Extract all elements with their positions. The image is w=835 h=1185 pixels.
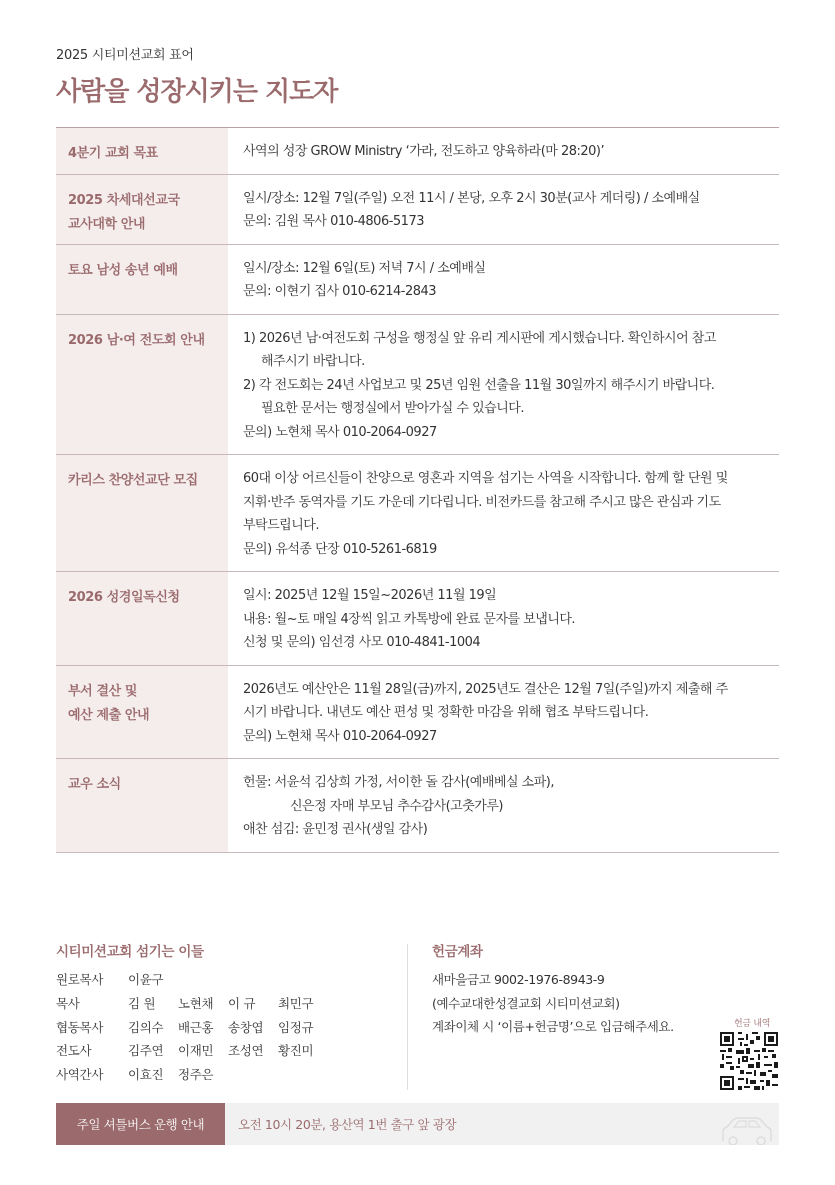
- row-body: 2026년도 예산안은 11월 28일(금)까지, 2025년도 결산은 12월 7일(주일)까지 제출해 주 시기 바랍니다. 내년도 예산 편성 및 정확한 마감을 위해 협조 부탁드립니다. 문의) 노현채 목사 010-2064-0927: [243, 681, 728, 744]
- row-label: 2026 남·여 전도회 안내: [56, 315, 228, 455]
- table-row: [56, 245, 779, 315]
- qr-label: 헌금 내역: [734, 1019, 771, 1029]
- table-row: [56, 455, 779, 572]
- row-label: 토요 남성 송년 예배: [56, 245, 228, 314]
- staff-row: 원로목사 이윤구: [56, 972, 164, 987]
- row-label: 카리스 찬양선교단 모집: [56, 455, 228, 571]
- car-outline-icon: [719, 1111, 773, 1145]
- row-label: 2026 성경일독신청: [56, 572, 228, 665]
- row-body: 헌물: 서윤석 김상희 가정, 서이한 돌 감사(예배베실 소파), 신은정 자매 부모님 추수감사(고춧가루) 애찬 섬김: 윤민정 권사(생일 감사): [243, 775, 554, 837]
- table-row: [56, 315, 779, 456]
- table-row: [56, 128, 779, 175]
- row-label: 2025 차세대선교국 교사대학 안내: [56, 175, 228, 244]
- account-title: 헌금계좌: [432, 944, 483, 960]
- row-body: 일시/장소: 12월 6일(토) 저녁 7시 / 소예배실 문의: 이현기 집사 010-6214-2843: [243, 260, 486, 299]
- motto: 2025 시티미션교회 표어: [56, 48, 194, 63]
- qr-code-icon[interactable]: [720, 1032, 778, 1090]
- footer-divider: [407, 944, 408, 1090]
- row-body: 60대 이상 어르신들이 찬양으로 영혼과 지역을 섬기는 사역을 시작합니다. 함께 할 단원 및 지휘·반주 동역자를 기도 가운데 기다립니다. 비전카드를 참고해 주시고 많은 관심과 기도 부탁드립니다. 문의) 유석종 단장 010-5261-6819: [243, 471, 728, 557]
- announcement-table: [56, 127, 779, 853]
- staff-row: 협동목사 김의수 배근홍 송창엽 임정규: [56, 1019, 314, 1035]
- footer: [56, 940, 780, 1090]
- staff-row: 전도사 김주연 이재민 조성연 황진미: [56, 1043, 314, 1059]
- staff-title: 시티미션교회 섬기는 이들: [56, 944, 204, 960]
- staff-section: [56, 940, 396, 1087]
- table-row: [56, 572, 779, 666]
- shuttle-bus-label: 주일 셔틀버스 운행 안내: [56, 1103, 225, 1145]
- table-row: [56, 175, 779, 245]
- row-body: 1) 2026년 남·여전도회 구성을 행정실 앞 유리 게시판에 게시했습니다. 확인하시어 참고 해주시기 바랍니다. 2) 각 전도회는 24년 사업보고 및 25년 임원 선출을 11월 30일까지 해주시기 바랍니다. 필요한 문서는 행정실에서 받아가실 수 있습니다. 문의) 노현채 목사 010-2064-0927: [243, 330, 716, 440]
- staff-row: 목사 김 원 노현채 이 규 최민구: [56, 995, 314, 1011]
- header: [56, 44, 780, 108]
- row-body: 일시: 2025년 12월 15일~2026년 11월 19일 내용: 월~토 매일 4장씩 읽고 카톡방에 완료 문자를 보냅니다. 신청 및 문의) 임선경 사모 010-4841-1004: [243, 588, 576, 650]
- row-body: 사역의 성장 GROW Ministry ‘가라, 전도하고 양육하라(마 28:20)’: [243, 144, 605, 159]
- staff-row: 사역간사 이효진 정주은: [56, 1067, 214, 1083]
- staff-list: [56, 968, 396, 1087]
- account-section: [432, 940, 782, 1039]
- table-row: [56, 759, 779, 853]
- shuttle-bus-banner: [56, 1103, 779, 1145]
- row-label: 교우 소식: [56, 759, 228, 852]
- shuttle-bus-info: 오전 10시 20분, 용산역 1번 출구 앞 광장: [238, 1117, 457, 1132]
- account-info: 새마을금고 9002-1976-8943-9 (예수교대한성결교회 시티미션교회) 계좌이체 시 ‘이름+헌금명’으로 입금해주세요.: [432, 972, 674, 1034]
- row-label: 부서 결산 및 예산 제출 안내: [56, 666, 228, 759]
- page-title: 사람을 성장시키는 지도자: [56, 77, 338, 107]
- table-row: [56, 666, 779, 760]
- row-body: 일시/장소: 12월 7일(주일) 오전 11시 / 본당, 오후 2시 30분(교사 게더링) / 소예배실 문의: 김원 목사 010-4806-5173: [243, 190, 700, 229]
- row-label: 4분기 교회 목표: [56, 128, 228, 174]
